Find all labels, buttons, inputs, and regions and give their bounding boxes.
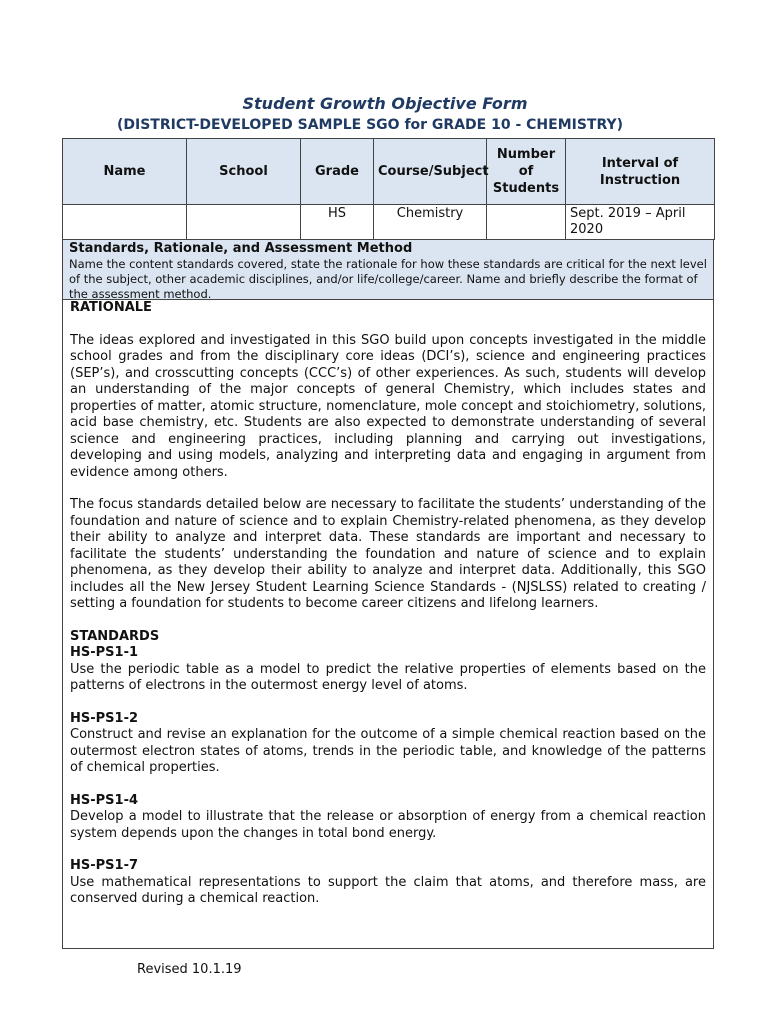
rationale-paragraph-1: The ideas explored and investigated in this SGO build upon concepts investigated in the middle school grades and from the disciplinary core ideas (DCI’s), science and engineering practices (SEP’s), and crosscutting concepts (CCC’s) of other experiences. As such, students will develop an understanding of the major concepts of general Chemistry, which includes states and properties of matter, atomic structure, nomenclature, mole concept and stoichiometry, solutions, acid base chemistry, etc. Students are also expected to demonstrate understanding of several science and engineering practices, including planning and carrying out investigations, developing and using models, analyzing and interpreting data and engaging in argument from evidence among others.: [70, 332, 706, 480]
rationale-paragraph-2: The focus standards detailed below are necessary to facilitate the students’ understanding of the foundation and nature of science and to explain Chemistry-related phenomena, as they develop their ability to analyze and interpret data. These standards are important and necessary to facilitate the students’ understanding the foundation and nature of science and to explain phenomena, as they develop their ability to analyze and interpret data. Additionally, this SGO includes all the New Jersey Student Learning Science Standards - (NJSLSS) related to creating / setting a foundation for students to become career citizens and lifelong learners.: [70, 497, 706, 611]
header-interval-of-instruction: Interval of Instruction: [566, 139, 715, 205]
info-table-header-row: [63, 139, 715, 205]
standard-code: HS-PS1-1: [70, 645, 139, 660]
header-grade: Grade: [301, 139, 374, 205]
standard-code: HS-PS1-7: [70, 858, 139, 873]
section-description: Name the content standards covered, state the rationale for how these standards are critical for the next level of the subject, other academic disciplines, and/or life/college/career. Name and briefly describe the format of the assessment method.: [69, 257, 707, 301]
rationale-label: RATIONALE: [70, 300, 152, 315]
standard-text: Use mathematical representations to support the claim that atoms, and therefore mass, are conserved during a chemical reaction.: [70, 874, 706, 906]
header-course-subject: Course/Subject: [374, 139, 487, 205]
header-name: Name: [63, 139, 187, 205]
standard-code: HS-PS1-2: [70, 710, 139, 726]
section-heading: Standards, Rationale, and Assessment Method: [69, 241, 413, 256]
section-header: [63, 240, 713, 300]
cell-grade[interactable]: HS: [301, 205, 374, 240]
form-subtitle: (DISTRICT-DEVELOPED SAMPLE SGO for GRADE 10 - CHEMISTRY): [116, 117, 624, 133]
header-school: School: [187, 139, 301, 205]
info-table-row: [63, 205, 715, 240]
section-body[interactable]: [63, 300, 713, 908]
revision-footer: Revised 10.1.19: [137, 962, 242, 977]
form-title: Student Growth Objective Form: [242, 94, 528, 113]
cell-name[interactable]: [63, 205, 187, 240]
cell-school[interactable]: [187, 205, 301, 240]
info-table: [62, 138, 715, 240]
cell-number-of-students[interactable]: [487, 205, 566, 240]
standards-label: STANDARDS: [70, 628, 160, 644]
standard-code: HS-PS1-4: [70, 792, 139, 808]
standard-text: Develop a model to illustrate that the release or absorption of energy from a chemical reaction system depends upon the changes in total bond energy.: [70, 809, 706, 841]
standard-text: Construct and revise an explanation for the outcome of a simple chemical reaction based on the outermost electron states of atoms, trends in the periodic table, and knowledge of the patterns of chemical properties.: [70, 727, 706, 775]
standard-text: Use the periodic table as a model to predict the relative properties of elements based on the patterns of electrons in the outermost energy level of atoms.: [70, 661, 706, 693]
header-number-of-students: Number of Students: [487, 139, 566, 205]
cell-course[interactable]: Chemistry: [374, 205, 487, 240]
standards-section: [62, 239, 714, 949]
cell-interval[interactable]: Sept. 2019 – April 2020: [566, 205, 715, 240]
